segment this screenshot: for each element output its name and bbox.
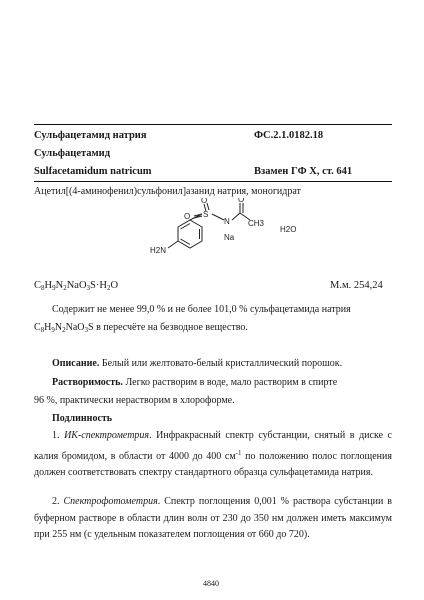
- formula-part: N: [54, 322, 63, 333]
- authenticity-heading: Подлинность: [52, 413, 113, 424]
- description-label: Описание.: [52, 358, 100, 369]
- solubility-text-1: Легко растворим в воде, мало растворим в спирте: [122, 377, 338, 388]
- description-text: Белый или желтовато-белый кристаллический порошок.: [99, 358, 343, 369]
- formula-part: NaO: [66, 280, 87, 291]
- atom-na: Na: [224, 233, 235, 242]
- chemical-name: Ацетил[(4-аминофенил)сульфонил]азанид натрия, моногидрат: [34, 186, 301, 197]
- atom-ch3: CH3: [248, 219, 265, 228]
- monograph-title-latin: Sulfacetamidum natricum: [34, 166, 152, 177]
- formula-part: N: [55, 280, 64, 291]
- formula-part: H: [44, 322, 52, 333]
- formula-sub: 9: [51, 326, 55, 334]
- formula-part: C: [34, 322, 41, 333]
- formula-sub: 8: [41, 284, 45, 292]
- formula-sub: 2: [62, 326, 66, 334]
- uv-text: . Спектр поглощения 0,001 % раствора субстанции в буферном растворе в области длин волн от 230 до 350 нм должен иметь максимум при 255 нм (с удельным показателем поглощения от 660 до 720).: [34, 496, 393, 540]
- molecular-weight: М.м. 254,24: [330, 280, 383, 291]
- solubility-line-2: 96 %, практически нерастворим в хлороформе.: [34, 395, 235, 406]
- monograph-code: ФС.2.1.0182.18: [254, 130, 324, 141]
- ir-paragraph: [34, 428, 392, 482]
- atom-h2n: H2N: [150, 246, 167, 255]
- water-molecule: H2O: [280, 225, 297, 234]
- formula-sub: 2: [106, 284, 111, 292]
- formula-part: S: [88, 322, 94, 333]
- uv-title: Спектрофотометрия: [63, 496, 158, 507]
- atom-o2: O: [201, 198, 208, 205]
- solubility-label: Растворимость.: [52, 377, 123, 388]
- content-line-1: Содержит не менее 99,0 % и не более 101,0 % сульфацетамида натрия: [52, 304, 351, 315]
- monograph-title-alt: Сульфацетамид: [34, 148, 111, 159]
- solubility-line-1: [52, 377, 337, 389]
- content-line-2-text: в пересчёте на безводное вещество.: [93, 322, 248, 333]
- ir-number: 1.: [52, 430, 60, 441]
- description-paragraph: [52, 358, 342, 370]
- formula-part: H: [44, 280, 53, 291]
- monograph-title: Сульфацетамид натрия: [34, 130, 147, 141]
- atom-o3: O: [238, 198, 245, 204]
- atom-o1: O: [184, 212, 191, 221]
- header-bottom-rule: [34, 181, 392, 182]
- ir-title: ИК-спектрометрия: [64, 430, 150, 441]
- ir-text-b: по положению полос поглощения должен соответствовать спектру стандартного образца сульфацетамида натрия.: [34, 450, 392, 478]
- atom-s: S: [203, 210, 209, 219]
- uv-number: 2.: [52, 496, 60, 507]
- uv-paragraph: [34, 494, 392, 544]
- structural-formula: [140, 198, 310, 268]
- content-line-2: [34, 322, 248, 336]
- formula-part: NaO: [65, 322, 85, 333]
- formula-part: O: [110, 280, 119, 291]
- formula-sub: 9: [52, 284, 56, 292]
- molecular-formula: [34, 280, 118, 294]
- header-top-rule: [34, 124, 392, 125]
- page-number: 4840: [203, 579, 219, 588]
- formula-sub: 8: [40, 326, 45, 334]
- replaces-note: Взамен ГФ X, ст. 641: [254, 166, 353, 177]
- formula-part: S·H: [90, 280, 107, 291]
- formula-sub: 3: [84, 326, 89, 334]
- atom-n: N: [224, 217, 230, 226]
- ir-superscript: -1: [235, 448, 242, 457]
- formula-sub: 3: [86, 284, 91, 292]
- ir-text-a: . Инфракрасный спектр субстанции, снятый в диске с калия бромидом, в области от 4000 до 400 см: [34, 430, 392, 462]
- formula-part: C: [34, 280, 42, 291]
- formula-sub: 2: [63, 284, 67, 292]
